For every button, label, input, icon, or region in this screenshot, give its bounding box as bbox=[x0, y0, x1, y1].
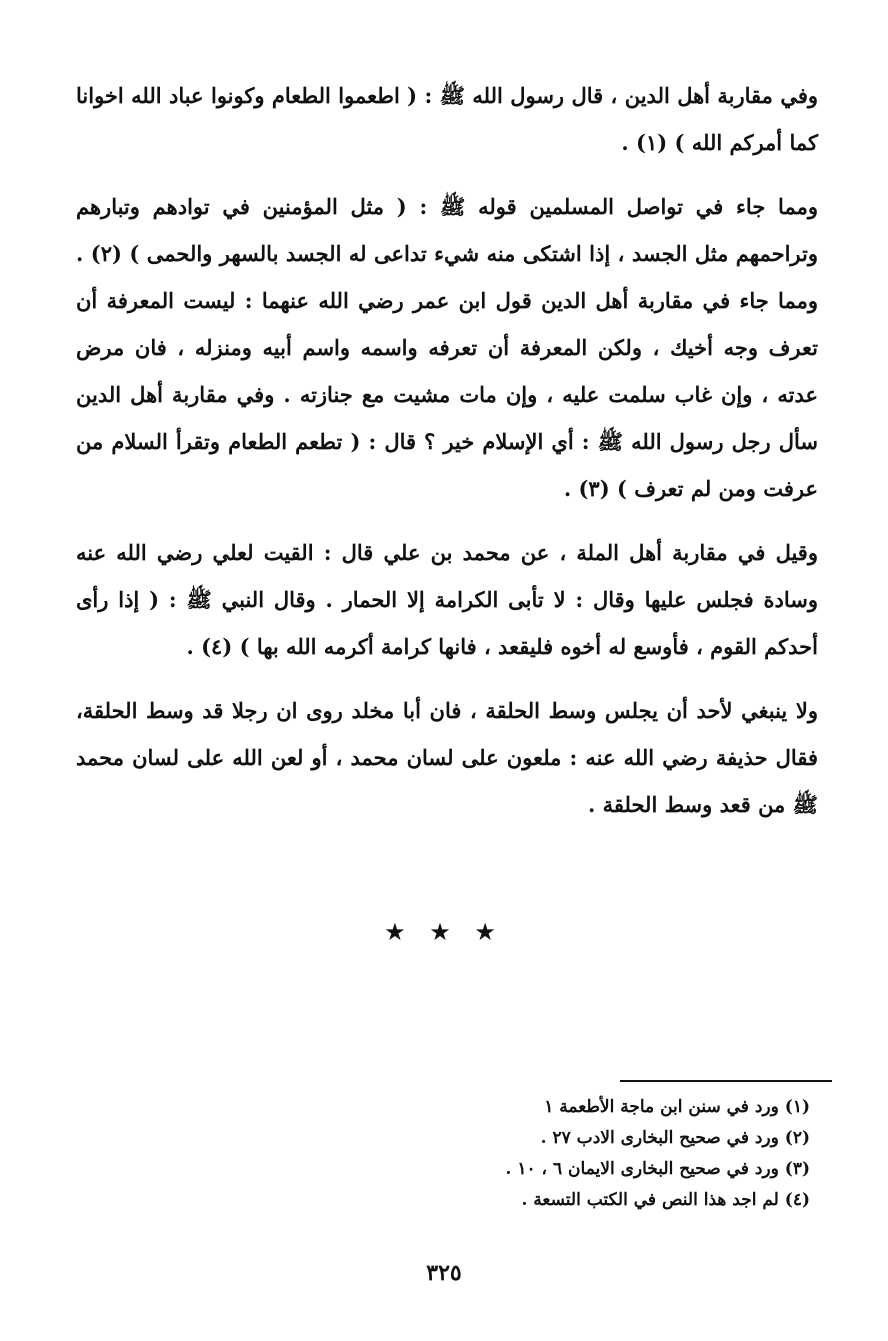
footnote-divider bbox=[620, 1080, 832, 1082]
main-text bbox=[76, 72, 818, 845]
page-number: ٣٢٥ bbox=[426, 1260, 462, 1286]
footnote: (٤) لم اجد هذا النص في الكتب التسعة . bbox=[521, 1190, 810, 1210]
footnote: (١) ورد في سنن ابن ماجة الأطعمة ١ bbox=[544, 1097, 810, 1117]
footnote: (٢) ورد في صحيح البخارى الادب ٢٧ . bbox=[540, 1128, 810, 1148]
section-separator-stars: ★ ★ ★ bbox=[384, 918, 504, 946]
paragraph: وفي مقاربة أهل الدين ، قال رسول الله ﷺ : ( اطعموا الطعام وكونوا عباد الله اخوانا كما أمركم الله ) (١) . bbox=[76, 83, 818, 155]
footnote: (٣) ورد في صحيح البخارى الايمان ٦ ، ١٠ . bbox=[505, 1159, 810, 1179]
paragraph: ولا ينبغي لأحد أن يجلس وسط الحلقة ، فان أبا مخلد روى ان رجلا قد وسط الحلقة، فقال حذيفة رضي الله عنه : ملعون على لسان محمد ، أو لعن الله على لسان محمد ﷺ من قعد وسط الحلقة . bbox=[76, 698, 818, 817]
paragraph: ومما جاء في تواصل المسلمين قوله ﷺ : ( مثل المؤمنين في توادهم وتبارهم وتراحمهم مثل الجسد ، إذا اشتكى منه شيء تداعى له الجسد بالسهر والحمى ) (٢) . ومما جاء في مقاربة أهل الدين قول ابن عمر رضي الله عنهما : ليست المعرفة أن تعرف وجه أخيك ، ولكن المعرفة أن تعرفه واسمه واسم أبيه ومنزله ، فان مرض عدته ، وإن غاب سلمت عليه ، وإن مات مشيت مع جنازته . وفي مقاربة أهل الدين سأل رجل رسول الله ﷺ : أي الإسلام خير ؟ قال : ( تطعم الطعام وتقرأ السلام من عرفت ومن لم تعرف ) (٣) . bbox=[76, 194, 818, 501]
paragraph: وقيل في مقاربة أهل الملة ، عن محمد بن علي قال : القيت لعلي رضي الله عنه وسادة فجلس عليها وقال : لا تأبى الكرامة إلا الحمار . وقال النبي ﷺ : ( إذا رأى أحدكم القوم ، فأوسع له أخوه فليقعد ، فانها كرامة أكرمه الله بها ) (٤) . bbox=[76, 540, 818, 659]
footnotes bbox=[400, 1092, 810, 1216]
